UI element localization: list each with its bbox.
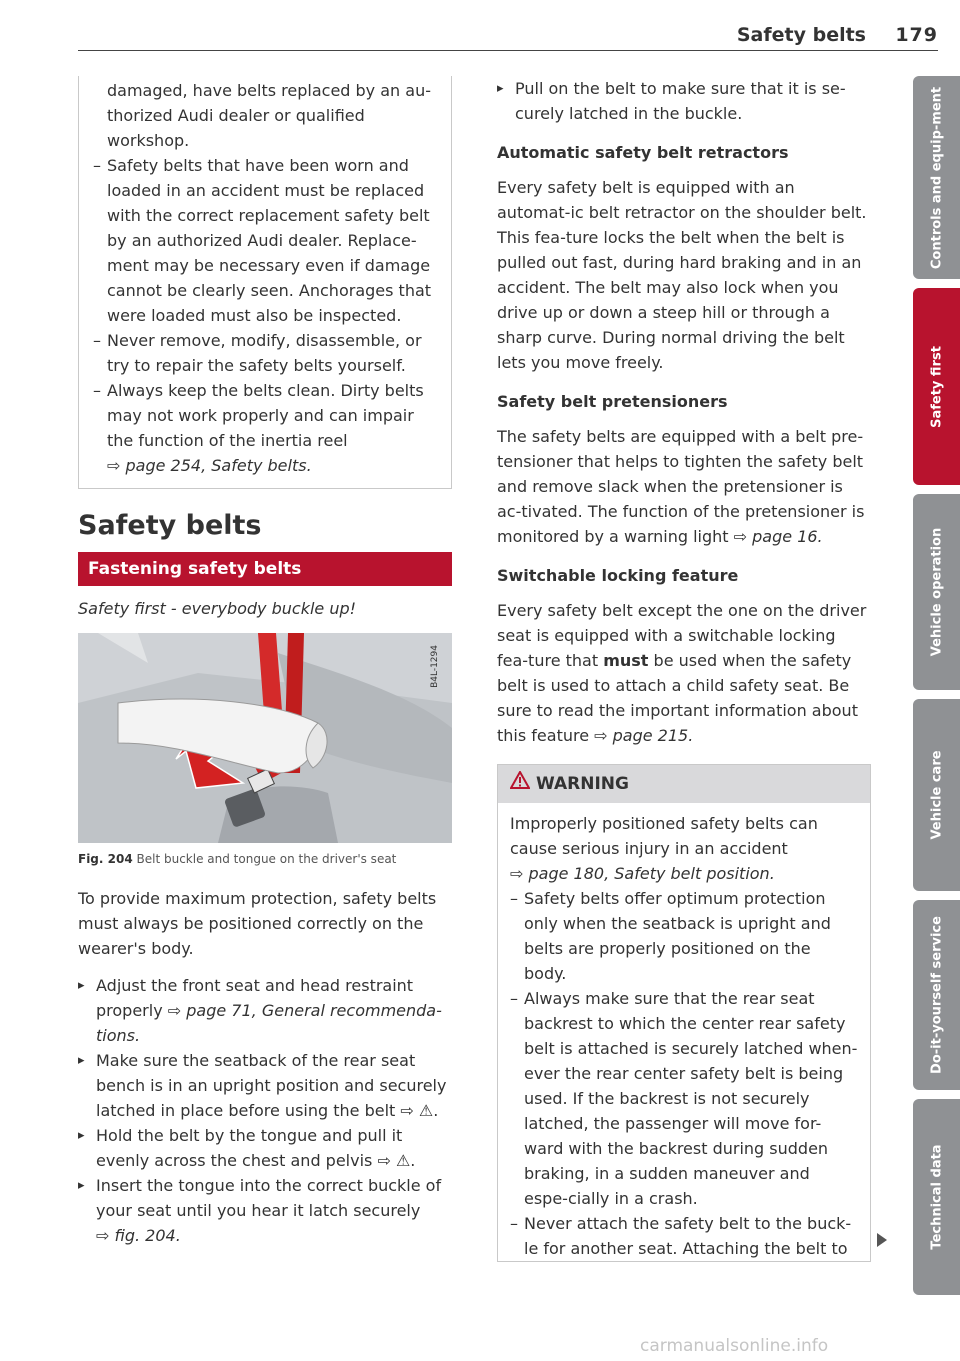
tab-technical-data[interactable] [913, 1099, 960, 1295]
step-warning-link[interactable]: ⇨ ⚠. [400, 1101, 439, 1120]
heading-locking: Switchable locking feature [497, 566, 739, 585]
locking-page-link[interactable]: ⇨ page 215. [594, 726, 694, 745]
note-item [93, 378, 439, 478]
section-title: Safety belts [78, 510, 262, 541]
note-item: – Never remove, modify, disassemble, or try to repair the safety belts yourself. [93, 328, 439, 378]
intro-paragraph: To provide maximum protection, safety belts must always be positioned correctly on the wearer's body. [78, 889, 437, 958]
right-column [497, 76, 871, 1262]
pretensioners-page-link[interactable]: ⇨ page 16. [733, 527, 823, 546]
paragraph-locking [497, 598, 871, 748]
step-item [78, 1123, 452, 1173]
header-title: Safety belts [736, 24, 866, 46]
heading-retractors: Automatic safety belt retractors [497, 143, 789, 162]
tab-do-it-yourself-service[interactable] [913, 900, 960, 1090]
note-intro: damaged, have belts replaced by an au-thorized Audi dealer or qualified workshop. [107, 81, 431, 150]
header-rule [78, 50, 938, 51]
tab-label: Vehicle operation [929, 527, 944, 657]
locking-emphasis: must [603, 651, 649, 670]
figure-code: B4L-1294 [430, 645, 440, 688]
step-figure-link[interactable]: ⇨ fig. 204. [96, 1226, 181, 1245]
step-text: Adjust the front seat and head restraint properly [96, 976, 414, 1020]
paragraph-pretensioners [497, 424, 871, 549]
tab-label: Do-it-yourself service [929, 916, 944, 1074]
locking-text-1: Every safety belt except the one on the driver seat is equipped with a switchable locking fea-ture that [497, 601, 867, 670]
subtitle: Safety first - everybody buckle up! [78, 599, 357, 618]
belt-buckle-illustration [78, 633, 452, 843]
heading-pretensioners: Safety belt pretensioners [497, 392, 728, 411]
tab-safety-first[interactable] [913, 288, 960, 485]
tab-label: Technical data [929, 1144, 944, 1250]
step-item [78, 1173, 452, 1248]
tab-vehicle-operation[interactable] [913, 494, 960, 690]
warning-body [498, 803, 870, 1261]
step-text: Insert the tongue into the correct buckle of your seat until you hear it latch securely [96, 1176, 442, 1220]
steps-list [78, 973, 452, 1248]
paragraph-retractors: Every safety belt is equipped with an automat-ic belt retractor on the shoulder belt. This fea-ture locks the belt when the belt is pulled out fast, during hard braking and in an accident. The belt may also lock when you drive up or down a steep hill or through a sharp curve. During normal driving the belt lets you move freely. [497, 178, 867, 372]
locking-text-2: be used when the safety belt is used to attach a child safety seat. Be sure to read the important information about this feature [497, 651, 858, 745]
subsection-bar: Fastening safety belts [78, 552, 452, 586]
page-number: 179 [895, 24, 938, 46]
continued-note-box [78, 76, 452, 489]
warning-title: WARNING [536, 774, 629, 794]
step-text: Make sure the seatback of the rear seat bench is in an upright position and securely latched in place before using the belt [96, 1051, 447, 1120]
note-page-link[interactable]: ⇨ page 254, Safety belts. [107, 456, 312, 475]
warning-page-link[interactable]: ⇨ page 180, Safety belt position. [510, 864, 775, 883]
note-list [93, 153, 439, 478]
warning-header [498, 765, 870, 803]
watermark: carmanualsonline.info [640, 1336, 829, 1356]
tab-controls-and-equipment[interactable] [913, 76, 960, 279]
step-item [78, 973, 452, 1048]
warning-triangle-icon [510, 765, 530, 803]
figure-belt-buckle [78, 633, 452, 843]
left-column [78, 76, 452, 1248]
tab-label: Controls and equip-ment [929, 86, 944, 269]
tab-vehicle-care[interactable] [913, 699, 960, 891]
tab-label: Vehicle care [929, 750, 944, 840]
pretensioners-text: The safety belts are equipped with a belt pre-tensioner that helps to tighten the safety belt and remove slack when the pretensioner is ac-tivated. The function of the pretensioner is monitored by a warning light [497, 427, 865, 546]
continue-arrow-icon [877, 1233, 887, 1247]
page-header [78, 22, 938, 50]
warning-item: – Never attach the safety belt to the buck-le for another seat. Attaching the belt to [510, 1211, 858, 1261]
note-item: – Safety belts that have been worn and loaded in an accident must be replaced with the correct replacement safety belt by an authorized Audi dealer. Replace-ment may be necessary even if damage cannot be clearly seen. Anchorages that were loaded must also be inspected. [93, 153, 439, 328]
step-warning-link[interactable]: ⇨ ⚠. [377, 1151, 416, 1170]
step-item: ▸ Pull on the belt to make sure that it is se-curely latched in the buckle. [497, 76, 871, 126]
warning-item: – Always make sure that the rear seat backrest to which the center rear safety belt is attached is securely latched when-ever the rear center safety belt is being used. If the backrest is not securely latched, the passenger will move for-ward with the backrest during sudden braking, in a sudden maneuver and espe-cially in a crash. [510, 986, 858, 1211]
caption-text: Belt buckle and tongue on the driver's seat [136, 852, 397, 866]
warning-box [497, 764, 871, 1262]
note-item-text: Always keep the belts clean. Dirty belts may not work properly and can impair the function of the inertia reel [107, 381, 424, 450]
step-text: Hold the belt by the tongue and pull it evenly across the chest and pelvis [96, 1126, 403, 1170]
tab-label: Safety first [929, 345, 944, 428]
warning-intro-text: Improperly positioned safety belts can cause serious injury in an accident [510, 814, 818, 858]
warning-intro [510, 811, 858, 886]
figure-caption [78, 847, 452, 872]
step-item [78, 1048, 452, 1123]
warning-item: – Safety belts offer optimum protection only when the seatback is upright and belts are properly positioned on the body. [510, 886, 858, 986]
steps-list-continued [497, 76, 871, 126]
caption-label: Fig. 204 [78, 852, 133, 866]
step-page-link[interactable]: ⇨ page 71, General recommenda-tions. [96, 1001, 442, 1045]
warning-list [510, 886, 858, 1261]
